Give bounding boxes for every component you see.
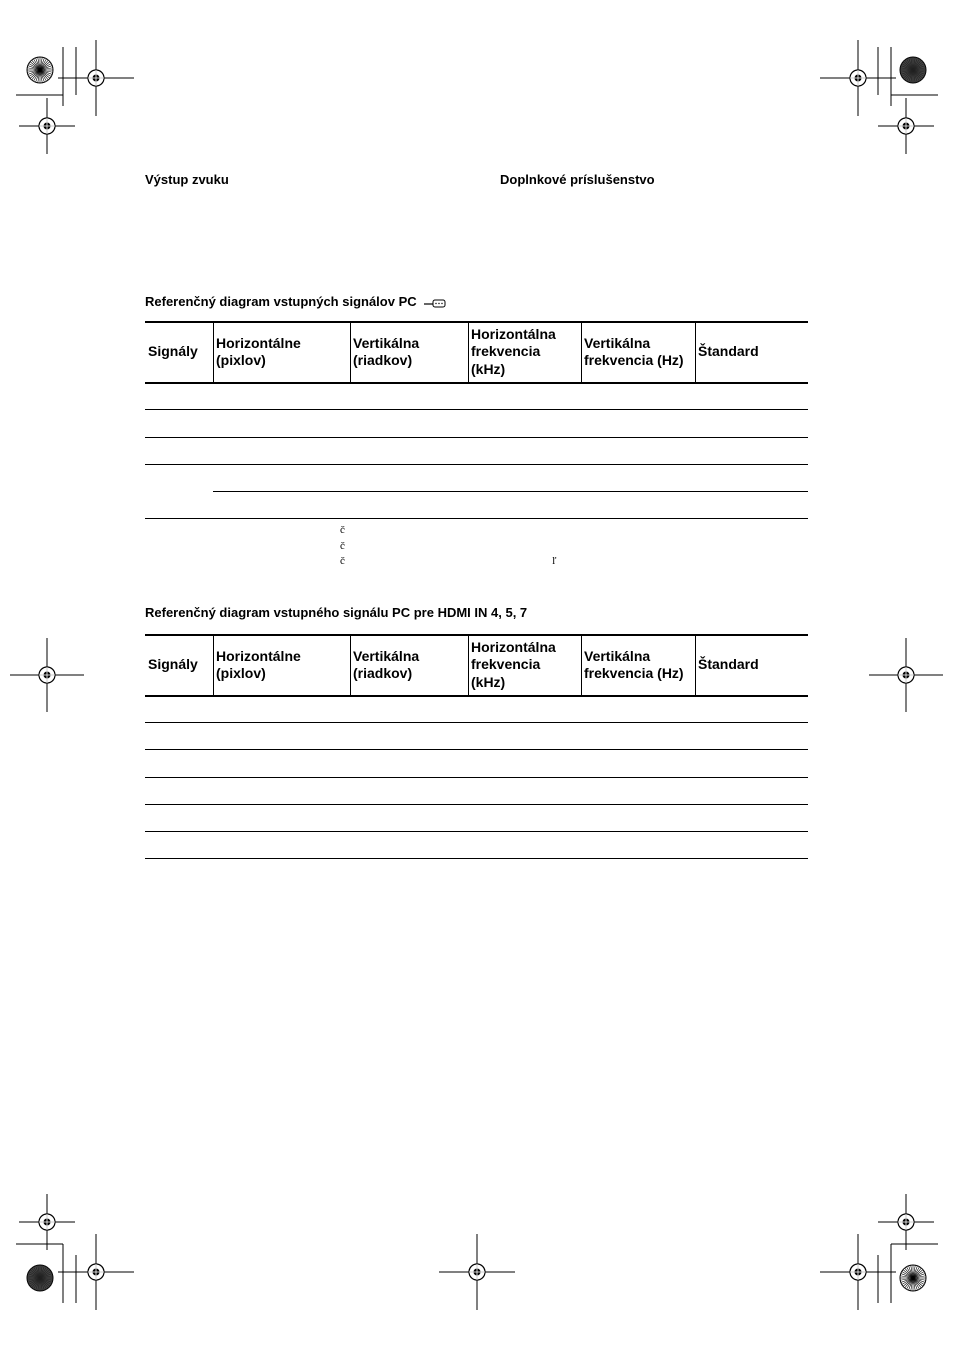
column-header: [698, 635, 806, 695]
column-header: [148, 635, 211, 695]
column-header: [353, 635, 466, 695]
table-row-rule: [145, 777, 808, 778]
column-header-label: Vertikálna (riadkov): [353, 647, 420, 681]
table1-title-text: Referenčný diagram vstupných signálov PC: [145, 294, 417, 309]
audio-output-heading: Výstup zvuku: [145, 172, 229, 187]
note-glyph: č: [340, 524, 345, 536]
column-header: [584, 322, 693, 382]
pc-input-icon: [424, 297, 446, 312]
column-header-label: Vertikálna frekvencia (Hz): [584, 647, 684, 681]
table-row-rule: [145, 749, 808, 750]
header-column-divider: [581, 321, 582, 382]
header-column-divider: [468, 321, 469, 382]
table-row-rule: [145, 437, 808, 438]
table-row-rule: [213, 491, 808, 492]
note-glyph: ľ: [552, 555, 557, 567]
column-header-label: Signály: [148, 656, 198, 673]
header-column-divider: [468, 634, 469, 695]
header-column-divider: [581, 634, 582, 695]
column-header-label: Štandard: [698, 343, 759, 360]
column-header-label: Horizontálna frekvencia (kHz): [471, 638, 556, 690]
note-glyph: č: [340, 555, 345, 567]
column-header: [698, 322, 806, 382]
table-row-rule: [145, 722, 808, 723]
table-header-rule: [145, 382, 808, 384]
optional-accessories-heading: Doplnkové príslušenstvo: [500, 172, 655, 187]
table2-title: Referenčný diagram vstupného signálu PC pre HDMI IN 4, 5, 7: [145, 605, 528, 620]
header-column-divider: [213, 634, 214, 695]
column-header-label: Horizontálna frekvencia (kHz): [471, 325, 556, 377]
column-header: [148, 322, 211, 382]
column-header-label: Štandard: [698, 656, 759, 673]
table-row-rule: [145, 858, 808, 859]
column-header: [216, 322, 348, 382]
column-header-label: Vertikálna frekvencia (Hz): [584, 334, 684, 368]
table-row-rule: [145, 409, 808, 410]
column-header: [216, 635, 348, 695]
column-header-label: Horizontálne (pixlov): [216, 334, 301, 368]
column-header-label: Signály: [148, 343, 198, 360]
header-column-divider: [213, 321, 214, 382]
header-column-divider: [350, 321, 351, 382]
header-column-divider: [350, 634, 351, 695]
table-row-rule: [145, 518, 808, 519]
column-header-label: Horizontálne (pixlov): [216, 647, 301, 681]
column-header: [471, 635, 579, 695]
note-glyph: č: [340, 540, 345, 552]
header-column-divider: [695, 634, 696, 695]
column-header: [471, 322, 579, 382]
table-header-rule: [145, 695, 808, 697]
header-column-divider: [695, 321, 696, 382]
column-header: [584, 635, 693, 695]
column-header-label: Vertikálna (riadkov): [353, 334, 420, 368]
table-row-rule: [145, 831, 808, 832]
table1-title: [145, 294, 446, 312]
table-row-rule: [145, 804, 808, 805]
column-header: [353, 322, 466, 382]
table-row-rule: [145, 464, 808, 465]
